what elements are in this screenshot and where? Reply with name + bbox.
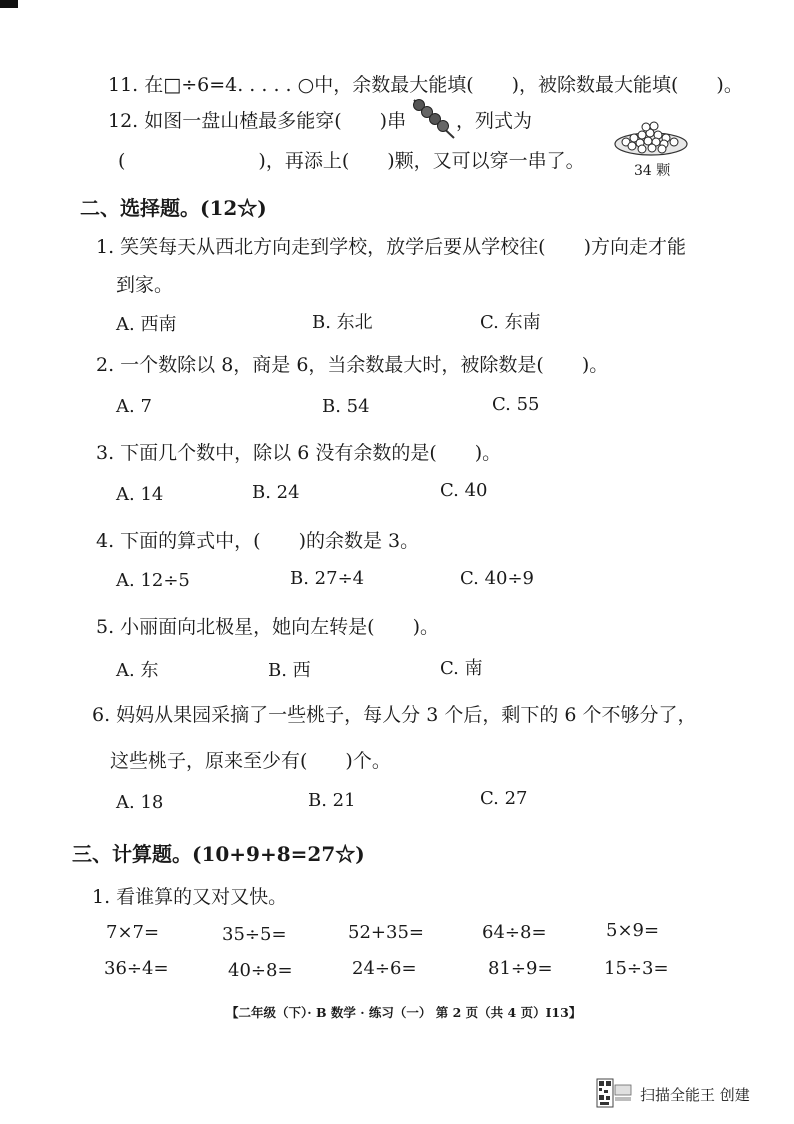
calc-item: 35÷5= bbox=[222, 924, 287, 945]
choice-q4-option-c: C. 40÷9 bbox=[460, 568, 535, 589]
calc-item: 81÷9= bbox=[488, 958, 553, 979]
choice-q3-option-b: B. 24 bbox=[252, 482, 300, 503]
calc-item: 36÷4= bbox=[104, 958, 169, 979]
choice-q6-option-b: B. 21 bbox=[308, 790, 356, 811]
page-footer: 【二年级（下）· B 数学 · 练习（一） 第 2 页（共 4 页）I13】 bbox=[226, 1005, 582, 1020]
choice-q2-option-a: A. 7 bbox=[116, 396, 152, 417]
choice-q3-line1: 3. 下面几个数中，除以 6 没有余数的是( )。 bbox=[96, 442, 502, 464]
pile-count-label: 34 颗 bbox=[634, 163, 671, 179]
choice-q5-option-c: C. 南 bbox=[440, 658, 483, 679]
choice-q2-option-c: C. 55 bbox=[492, 394, 540, 415]
choice-q2-line1: 2. 一个数除以 8，商是 6，当余数最大时，被除数是( )。 bbox=[96, 354, 609, 376]
calc-item: 52+35= bbox=[348, 922, 424, 943]
hawthorn-skewer-icon bbox=[408, 96, 458, 140]
calc-item: 64÷8= bbox=[482, 922, 547, 943]
choice-q1-option-a: A. 西南 bbox=[116, 314, 177, 335]
corner-mark bbox=[0, 0, 18, 8]
calc-item: 24÷6= bbox=[352, 958, 417, 979]
camscanner-logo-icon bbox=[596, 1078, 632, 1108]
choice-q4-option-a: A. 12÷5 bbox=[116, 570, 190, 591]
choice-q3-option-c: C. 40 bbox=[440, 480, 488, 501]
choice-q4-option-b: B. 27÷4 bbox=[290, 568, 365, 589]
choice-q1-option-b: B. 东北 bbox=[312, 312, 373, 333]
choice-q5-option-a: A. 东 bbox=[116, 660, 159, 681]
choice-q6-option-a: A. 18 bbox=[116, 792, 164, 813]
choice-q1-line1: 1. 笑笑每天从西北方向走到学校，放学后要从学校往( )方向走才能 bbox=[96, 236, 686, 258]
calc-item: 40÷8= bbox=[228, 960, 293, 981]
calc-q1-title: 1. 看谁算的又对又快。 bbox=[92, 886, 288, 908]
scanner-watermark-text: 扫描全能王 创建 bbox=[640, 1086, 750, 1104]
calc-item: 5×9= bbox=[606, 920, 660, 941]
choice-q6-line1: 6. 妈妈从果园采摘了一些桃子，每人分 3 个后，剩下的 6 个不够分了， bbox=[92, 704, 697, 726]
choice-q2-option-b: B. 54 bbox=[322, 396, 370, 417]
choice-q5-line1: 5. 小丽面向北极星，她向左转是( )。 bbox=[96, 616, 439, 638]
calc-item: 15÷3= bbox=[604, 958, 669, 979]
choice-q6-line2: 这些桃子，原来至少有( )个。 bbox=[110, 750, 391, 772]
choice-q1-line2: 到家。 bbox=[116, 274, 174, 296]
question-11: 11. 在□÷6=4. . . . . ○中，余数最大能填( )，被除数最大能填( )。 bbox=[108, 74, 743, 96]
question-12-line1-tail: ，列式为 bbox=[456, 110, 533, 132]
section-title-calculation: 三、计算题。(10+9+8=27☆) bbox=[72, 842, 365, 866]
choice-q1-option-c: C. 东南 bbox=[480, 312, 541, 333]
section-title-choice: 二、选择题。(12☆) bbox=[80, 196, 267, 220]
hawthorn-pile-icon bbox=[612, 118, 690, 158]
choice-q3-option-a: A. 14 bbox=[116, 484, 164, 505]
choice-q5-option-b: B. 西 bbox=[268, 660, 311, 681]
choice-q6-option-c: C. 27 bbox=[480, 788, 528, 809]
question-12-line2: ( )，再添上( )颗，又可以穿一串了。 bbox=[118, 150, 585, 172]
choice-q4-line1: 4. 下面的算式中，( )的余数是 3。 bbox=[96, 530, 420, 552]
question-12-line1: 12. 如图一盘山楂最多能穿( )串 bbox=[108, 110, 407, 132]
calc-item: 7×7= bbox=[106, 922, 160, 943]
